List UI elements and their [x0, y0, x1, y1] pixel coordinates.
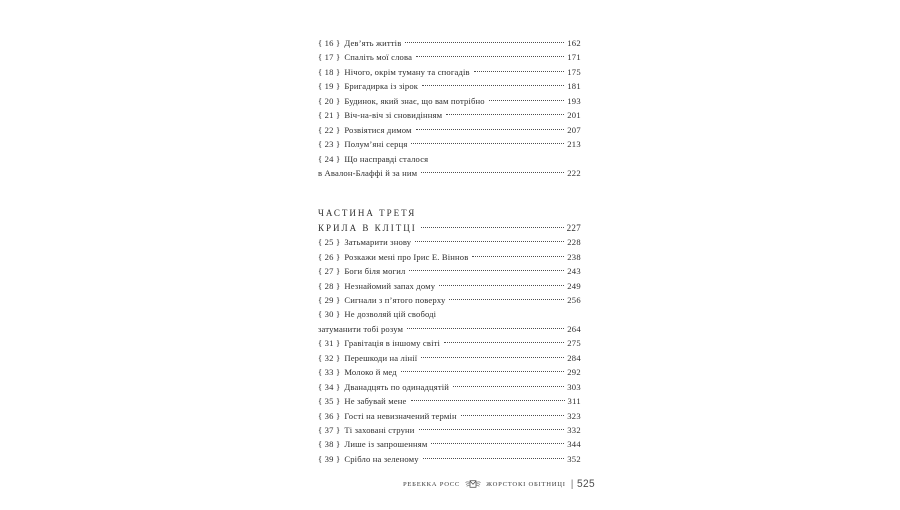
part-heading: [318, 206, 581, 235]
toc-entry: [318, 235, 581, 249]
page-number: 275: [567, 338, 581, 349]
toc-entry: [318, 293, 581, 307]
chapter-title: Розкажи мені про Ірис Е. Віннов: [344, 251, 469, 262]
toc-entry: [318, 307, 581, 321]
chapter-number: { 34 }: [318, 381, 341, 392]
chapter-number: { 25 }: [318, 237, 341, 248]
chapter-number: { 18 }: [318, 66, 341, 77]
toc-entry: [318, 336, 581, 350]
page-number: 344: [567, 439, 581, 450]
page-number: 303: [567, 381, 581, 392]
chapter-title-continued: в Авалон-Блаффі й за ним: [318, 167, 418, 178]
chapter-number: { 39 }: [318, 453, 341, 464]
chapter-title: Бригадирка із зірок: [344, 81, 419, 92]
toc-entry: [318, 94, 581, 108]
chapter-title: Перешкоди на лінії: [344, 352, 418, 363]
page-number: 227: [566, 222, 581, 233]
page-number: 228: [567, 237, 581, 248]
page-number: 171: [567, 52, 581, 63]
chapter-number: { 16 }: [318, 38, 341, 48]
page-number: 323: [567, 410, 581, 421]
chapter-title: Гравітація в іншому світі: [344, 338, 441, 349]
chapter-number: { 36 }: [318, 410, 341, 421]
chapter-number: { 31 }: [318, 338, 341, 349]
page-number: 256: [567, 295, 581, 305]
footer-book-title: ЖОРСТОКІ ОБІТНИЦІ: [486, 480, 566, 488]
toc-entry: [318, 437, 581, 451]
toc-entry: [318, 36, 581, 50]
page-number: 243: [567, 266, 581, 277]
page-number: 213: [567, 139, 581, 150]
toc-entry: [318, 380, 581, 394]
chapter-number: { 19 }: [318, 81, 341, 92]
toc-entry-continuation: [318, 322, 581, 336]
toc-entry-continuation: [318, 166, 581, 180]
chapter-number: { 29 }: [318, 295, 341, 305]
part-title: КРИЛА В КЛІТЦІ: [318, 222, 417, 233]
chapter-title: Що насправді сталося: [344, 153, 429, 164]
chapter-number: { 32 }: [318, 352, 341, 363]
chapter-title: Ті заховані струни: [344, 424, 415, 435]
page-number: 201: [567, 110, 581, 121]
winged-envelope-icon: [465, 479, 481, 489]
footer-separator: |: [570, 478, 574, 490]
toc-entry: [318, 394, 581, 408]
toc-entry: [318, 409, 581, 423]
chapter-number: { 37 }: [318, 424, 341, 435]
toc-entry: [318, 452, 581, 466]
chapter-number: { 21 }: [318, 110, 341, 121]
toc-entry: [318, 279, 581, 293]
chapter-number: { 24 }: [318, 153, 341, 164]
table-of-contents: [318, 36, 581, 466]
footer-page-number: 525: [577, 478, 596, 490]
chapter-title: Лише із запрошенням: [344, 439, 428, 450]
page-number: 332: [567, 424, 581, 435]
chapter-title: Нічого, окрім туману та спогадів: [344, 66, 470, 77]
toc-entry: [318, 50, 581, 64]
chapter-title-continued: затуманити тобі розум: [318, 323, 404, 334]
chapter-number: { 38 }: [318, 439, 341, 450]
footer-author: РЕБЕККА РОСС: [402, 480, 461, 488]
part-heading-line1: [318, 206, 581, 220]
page-number: 207: [567, 124, 581, 135]
toc-entry: [318, 108, 581, 122]
page-number: 238: [567, 251, 581, 262]
page-number: 175: [567, 66, 581, 77]
page-number: 284: [567, 352, 581, 363]
part-name: ЧАСТИНА ТРЕТЯ: [318, 208, 417, 219]
toc-entry: [318, 123, 581, 137]
chapter-title: Будинок, який знає, що вам потрібно: [344, 95, 485, 106]
toc-entry: [318, 423, 581, 437]
page-number: 352: [567, 453, 581, 464]
toc-entry: [318, 137, 581, 151]
chapter-title: Незнайомий запах дому: [344, 280, 436, 291]
page-footer: [403, 477, 597, 491]
page-number: 193: [567, 95, 581, 106]
chapter-title: Молоко й мед: [344, 367, 397, 378]
toc-entry: [318, 79, 581, 93]
chapter-number: { 30 }: [318, 309, 341, 320]
page-number: 162: [567, 38, 581, 48]
chapter-number: { 26 }: [318, 251, 341, 262]
chapter-title: Боги біля могил: [344, 266, 406, 277]
part-heading-line2: [318, 221, 581, 235]
chapter-title: Розвіятися димом: [344, 124, 412, 135]
chapter-title: Затьмарити знову: [344, 237, 412, 248]
chapter-title: Срібло на зеленому: [344, 453, 419, 464]
chapter-title: Не забувай мене: [344, 396, 407, 407]
toc-entry: [318, 152, 581, 166]
chapter-number: { 23 }: [318, 139, 341, 150]
page-number: 292: [567, 367, 581, 378]
chapter-title: Спаліть мої слова: [344, 52, 413, 63]
chapter-title: Сигнали з п’ятого поверху: [344, 295, 446, 305]
page-number: 311: [567, 396, 581, 407]
chapter-title: Не дозволяй цій свободі: [344, 309, 437, 320]
chapter-title: Дванадцять по одинадцятій: [344, 381, 450, 392]
page-number: 249: [567, 280, 581, 291]
toc-entry: [318, 351, 581, 365]
chapter-title: Віч-на-віч зі сновидінням: [344, 110, 443, 121]
toc-entry: [318, 365, 581, 379]
page-number: 264: [567, 323, 581, 334]
toc-entry: [318, 65, 581, 79]
toc-entry: [318, 264, 581, 278]
chapter-number: { 20 }: [318, 95, 341, 106]
chapter-number: { 17 }: [318, 52, 341, 63]
chapter-number: { 27 }: [318, 266, 341, 277]
chapter-title: Дев’ять життів: [344, 38, 402, 48]
chapter-title: Гості на невизначений термін: [344, 410, 457, 421]
chapter-number: { 35 }: [318, 396, 341, 407]
toc-entry: [318, 250, 581, 264]
page-number: 181: [567, 81, 581, 92]
chapter-number: { 33 }: [318, 367, 341, 378]
chapter-number: { 28 }: [318, 280, 341, 291]
page-number: 222: [567, 167, 581, 178]
chapter-title: Полум’яні серця: [344, 139, 408, 150]
chapter-number: { 22 }: [318, 124, 341, 135]
